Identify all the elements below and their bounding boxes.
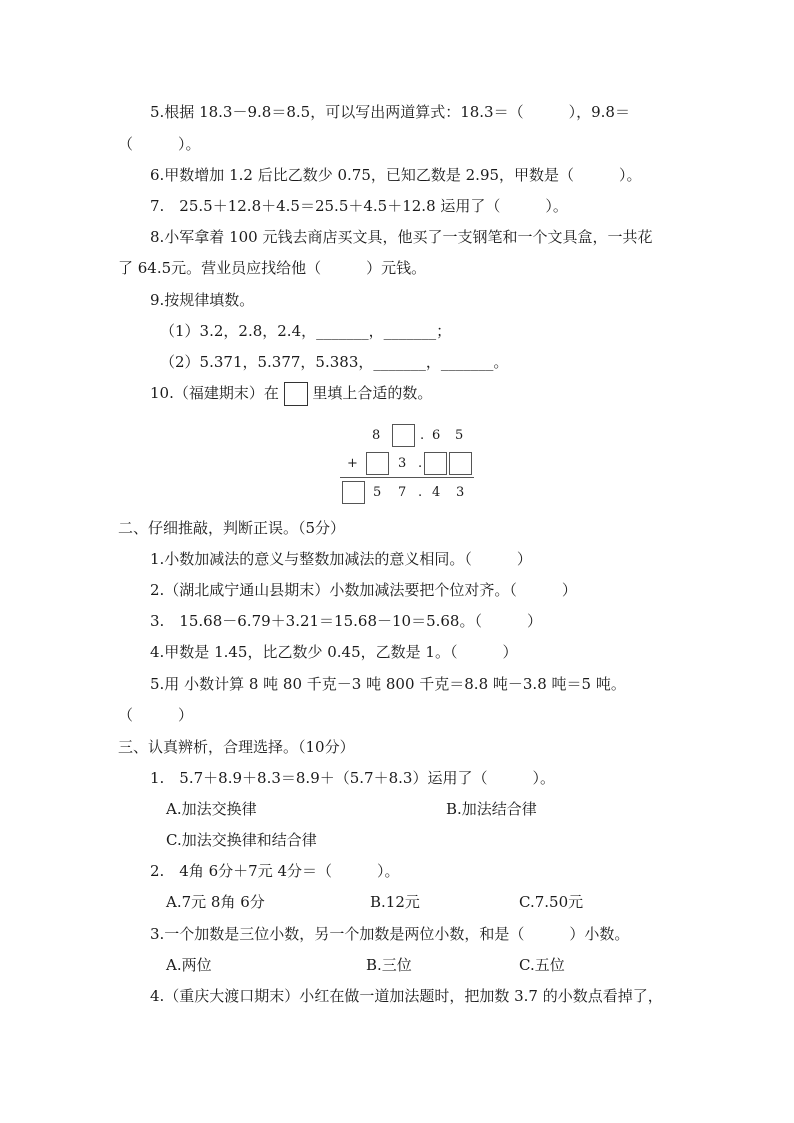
question-5-line2: （ ）。	[118, 135, 201, 153]
choice-2-option-a: A.7元 8角 6分	[166, 893, 265, 911]
digit: 3	[398, 456, 407, 471]
choice-question-2: 2. 4角 6分＋7元 4分＝（ ）。	[150, 862, 400, 880]
choice-2-option-b: B.12元	[370, 893, 420, 911]
judge-question-5-line1: 5.用 小数计算 8 吨 80 千克－3 吨 800 千克＝8.8 吨－3.8 吨＝5 吨。	[150, 675, 626, 693]
digit: 4	[432, 485, 441, 500]
question-9-part1: （1）3.2，2.8，2.4，_______，_______；	[160, 322, 452, 340]
answer-box[interactable]	[342, 481, 365, 504]
choice-3-option-a: A.两位	[166, 956, 212, 974]
choice-2-option-c: C.7.50元	[519, 893, 584, 911]
question-9-part2: （2）5.371，5.377，5.383，_______，_______。	[160, 353, 509, 371]
question-8-line1: 8.小军拿着 100 元钱去商店买文具，他买了一支钢笔和一个文具盒，一共花	[150, 228, 653, 246]
section-3-heading: 三、认真辨析，合理选择。（10分）	[118, 738, 355, 756]
choice-question-4-line1: 4.（重庆大渡口期末）小红在做一道加法题时，把加数 3.7 的小数点看掉了，	[150, 987, 663, 1005]
judge-question-3: 3. 15.68－6.79＋3.21＝15.68－10＝5.68。（ ）	[150, 612, 542, 630]
judge-question-4: 4.甲数是 1.45，比乙数少 0.45，乙数是 1。（ ）	[150, 643, 518, 661]
judge-question-2: 2.（湖北咸宁通山县期末）小数加减法要把个位对齐。（ ）	[150, 581, 577, 599]
question-7: 7. 25.5＋12.8＋4.5＝25.5＋4.5＋12.8 运用了（ ）。	[150, 197, 568, 215]
question-6: 6.甲数增加 1.2 后比乙数少 0.75，已知乙数是 2.95，甲数是（ ）。	[150, 166, 642, 184]
digit: 8	[372, 428, 381, 443]
plus-sign: +	[347, 456, 358, 471]
answer-box[interactable]	[449, 452, 472, 475]
digit: 7	[398, 485, 407, 500]
judge-question-5-line2: （ ）	[118, 706, 194, 724]
question-8-line2: 了 64.5元。营业员应找给他（ ）元钱。	[118, 259, 427, 277]
answer-box-sample	[284, 382, 308, 406]
question-9: 9.按规律填数。	[150, 291, 255, 309]
digit: 3	[456, 485, 465, 500]
question-5-line1: 5.根据 18.3－9.8＝8.5，可以写出两道算式：18.3＝（ ），9.8＝	[150, 103, 630, 121]
choice-1-option-b: B.加法结合律	[446, 800, 537, 818]
decimal-point: .	[420, 428, 425, 443]
question-10-prefix: 10.（福建期末）在	[150, 384, 279, 402]
choice-3-option-c: C.五位	[519, 956, 565, 974]
section-2-heading: 二、仔细推敲，判断正误。（5分）	[118, 519, 346, 537]
decimal-point: .	[418, 456, 423, 471]
question-10	[150, 382, 432, 406]
answer-box[interactable]	[424, 452, 447, 475]
choice-3-option-b: B.三位	[366, 956, 412, 974]
choice-1-option-a: A.加法交换律	[166, 800, 257, 818]
answer-box[interactable]	[366, 452, 389, 475]
answer-box[interactable]	[392, 424, 415, 447]
digit: 5	[455, 428, 464, 443]
decimal-point: .	[418, 485, 423, 500]
digit: 5	[373, 485, 382, 500]
choice-1-option-c: C.加法交换律和结合律	[166, 831, 317, 849]
question-10-suffix: 里填上合适的数。	[312, 384, 433, 402]
sum-line	[340, 477, 474, 478]
digit: 6	[432, 428, 441, 443]
choice-question-1: 1. 5.7＋8.9＋8.3＝8.9＋（5.7＋8.3）运用了（ ）。	[150, 769, 555, 787]
choice-question-3: 3.一个加数是三位小数，另一个加数是两位小数，和是（ ）小数。	[150, 925, 630, 943]
judge-question-1: 1.小数加减法的意义与整数加减法的意义相同。（ ）	[150, 550, 532, 568]
